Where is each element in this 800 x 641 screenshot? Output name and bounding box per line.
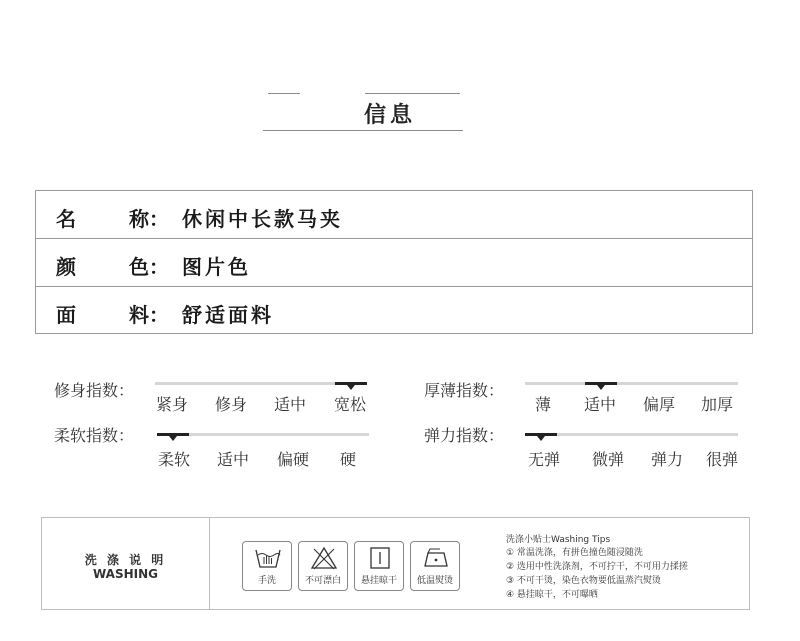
thickness-option: 薄 [534, 395, 551, 414]
thickness-index-scale [525, 382, 738, 385]
thickness-option-selected: 适中 [583, 395, 616, 414]
elasticity-index-label: 弹力指数： [424, 426, 505, 445]
washing-title-cn: 洗 涤 说 明 [84, 553, 167, 567]
thickness-option: 偏厚 [642, 395, 675, 414]
elasticity-option: 微弹 [591, 450, 624, 469]
name-label-a: 名 [56, 207, 76, 231]
color-value: 图片色 [182, 255, 251, 279]
elasticity-index-pointer [537, 436, 545, 441]
hand-wash-icon [242, 541, 292, 591]
fabric-value: 舒适面料 [182, 303, 274, 327]
color-label-b: 色： [129, 255, 169, 279]
title-underline [263, 130, 463, 131]
title-line-right [365, 93, 460, 94]
fit-index-label: 修身指数： [54, 381, 135, 400]
softness-option: 适中 [216, 450, 249, 469]
fit-option: 修身 [214, 395, 247, 414]
fit-option: 适中 [273, 395, 306, 414]
elasticity-option: 弹力 [650, 450, 683, 469]
thickness-index-label: 厚薄指数： [424, 381, 505, 400]
info-row-fabric [36, 286, 752, 333]
washing-tips-title: 洗涤小贴士Washing Tips [506, 535, 611, 545]
fabric-label-a: 面 [56, 303, 76, 327]
elasticity-option: 很弹 [705, 450, 738, 469]
low-iron-icon [410, 541, 460, 591]
thickness-index-pointer [597, 385, 605, 390]
hand-wash-label: 手洗 [257, 576, 276, 586]
no-bleach-label: 不可漂白 [304, 576, 341, 586]
washing-divider [209, 518, 210, 609]
no-bleach-icon [298, 541, 348, 591]
softness-option: 偏硬 [276, 450, 309, 469]
info-row-color [36, 238, 752, 285]
softness-option: 硬 [339, 450, 356, 469]
softness-option-selected: 柔软 [157, 450, 190, 469]
title-line-left [268, 93, 300, 94]
washing-tip: ② 选用中性洗涤剂，不可拧干，不可用力揉搓 [506, 562, 688, 572]
fit-index-pointer [347, 385, 355, 390]
name-value: 休闲中长款马夹 [182, 207, 343, 231]
washing-tip: ④ 悬挂晾干，不可曝晒 [506, 590, 598, 600]
elasticity-option-selected: 无弹 [527, 450, 560, 469]
washing-title-en: WASHING [92, 567, 159, 581]
washing-tip: ① 常温洗涤，有拼色撞色随浸随洗 [506, 548, 643, 558]
fit-option-selected: 宽松 [333, 395, 366, 414]
low-iron-label: 低温熨烫 [416, 576, 453, 586]
softness-index-label: 柔软指数： [54, 426, 135, 445]
color-label-a: 颜 [56, 255, 76, 279]
name-label-b: 称： [129, 207, 169, 231]
fabric-label-b: 料： [129, 303, 169, 327]
thickness-option: 加厚 [700, 395, 733, 414]
info-row-name [36, 191, 752, 238]
product-info-table [35, 190, 753, 334]
hang-dry-label: 悬挂晾干 [360, 576, 397, 586]
washing-tip: ③ 不可干烫，染色衣物要低温蒸汽熨烫 [506, 576, 661, 586]
fit-option: 紧身 [155, 395, 188, 414]
hang-dry-icon [354, 541, 404, 591]
section-title: 信息 [363, 102, 416, 128]
washing-panel [41, 517, 750, 610]
softness-index-pointer [169, 436, 177, 441]
